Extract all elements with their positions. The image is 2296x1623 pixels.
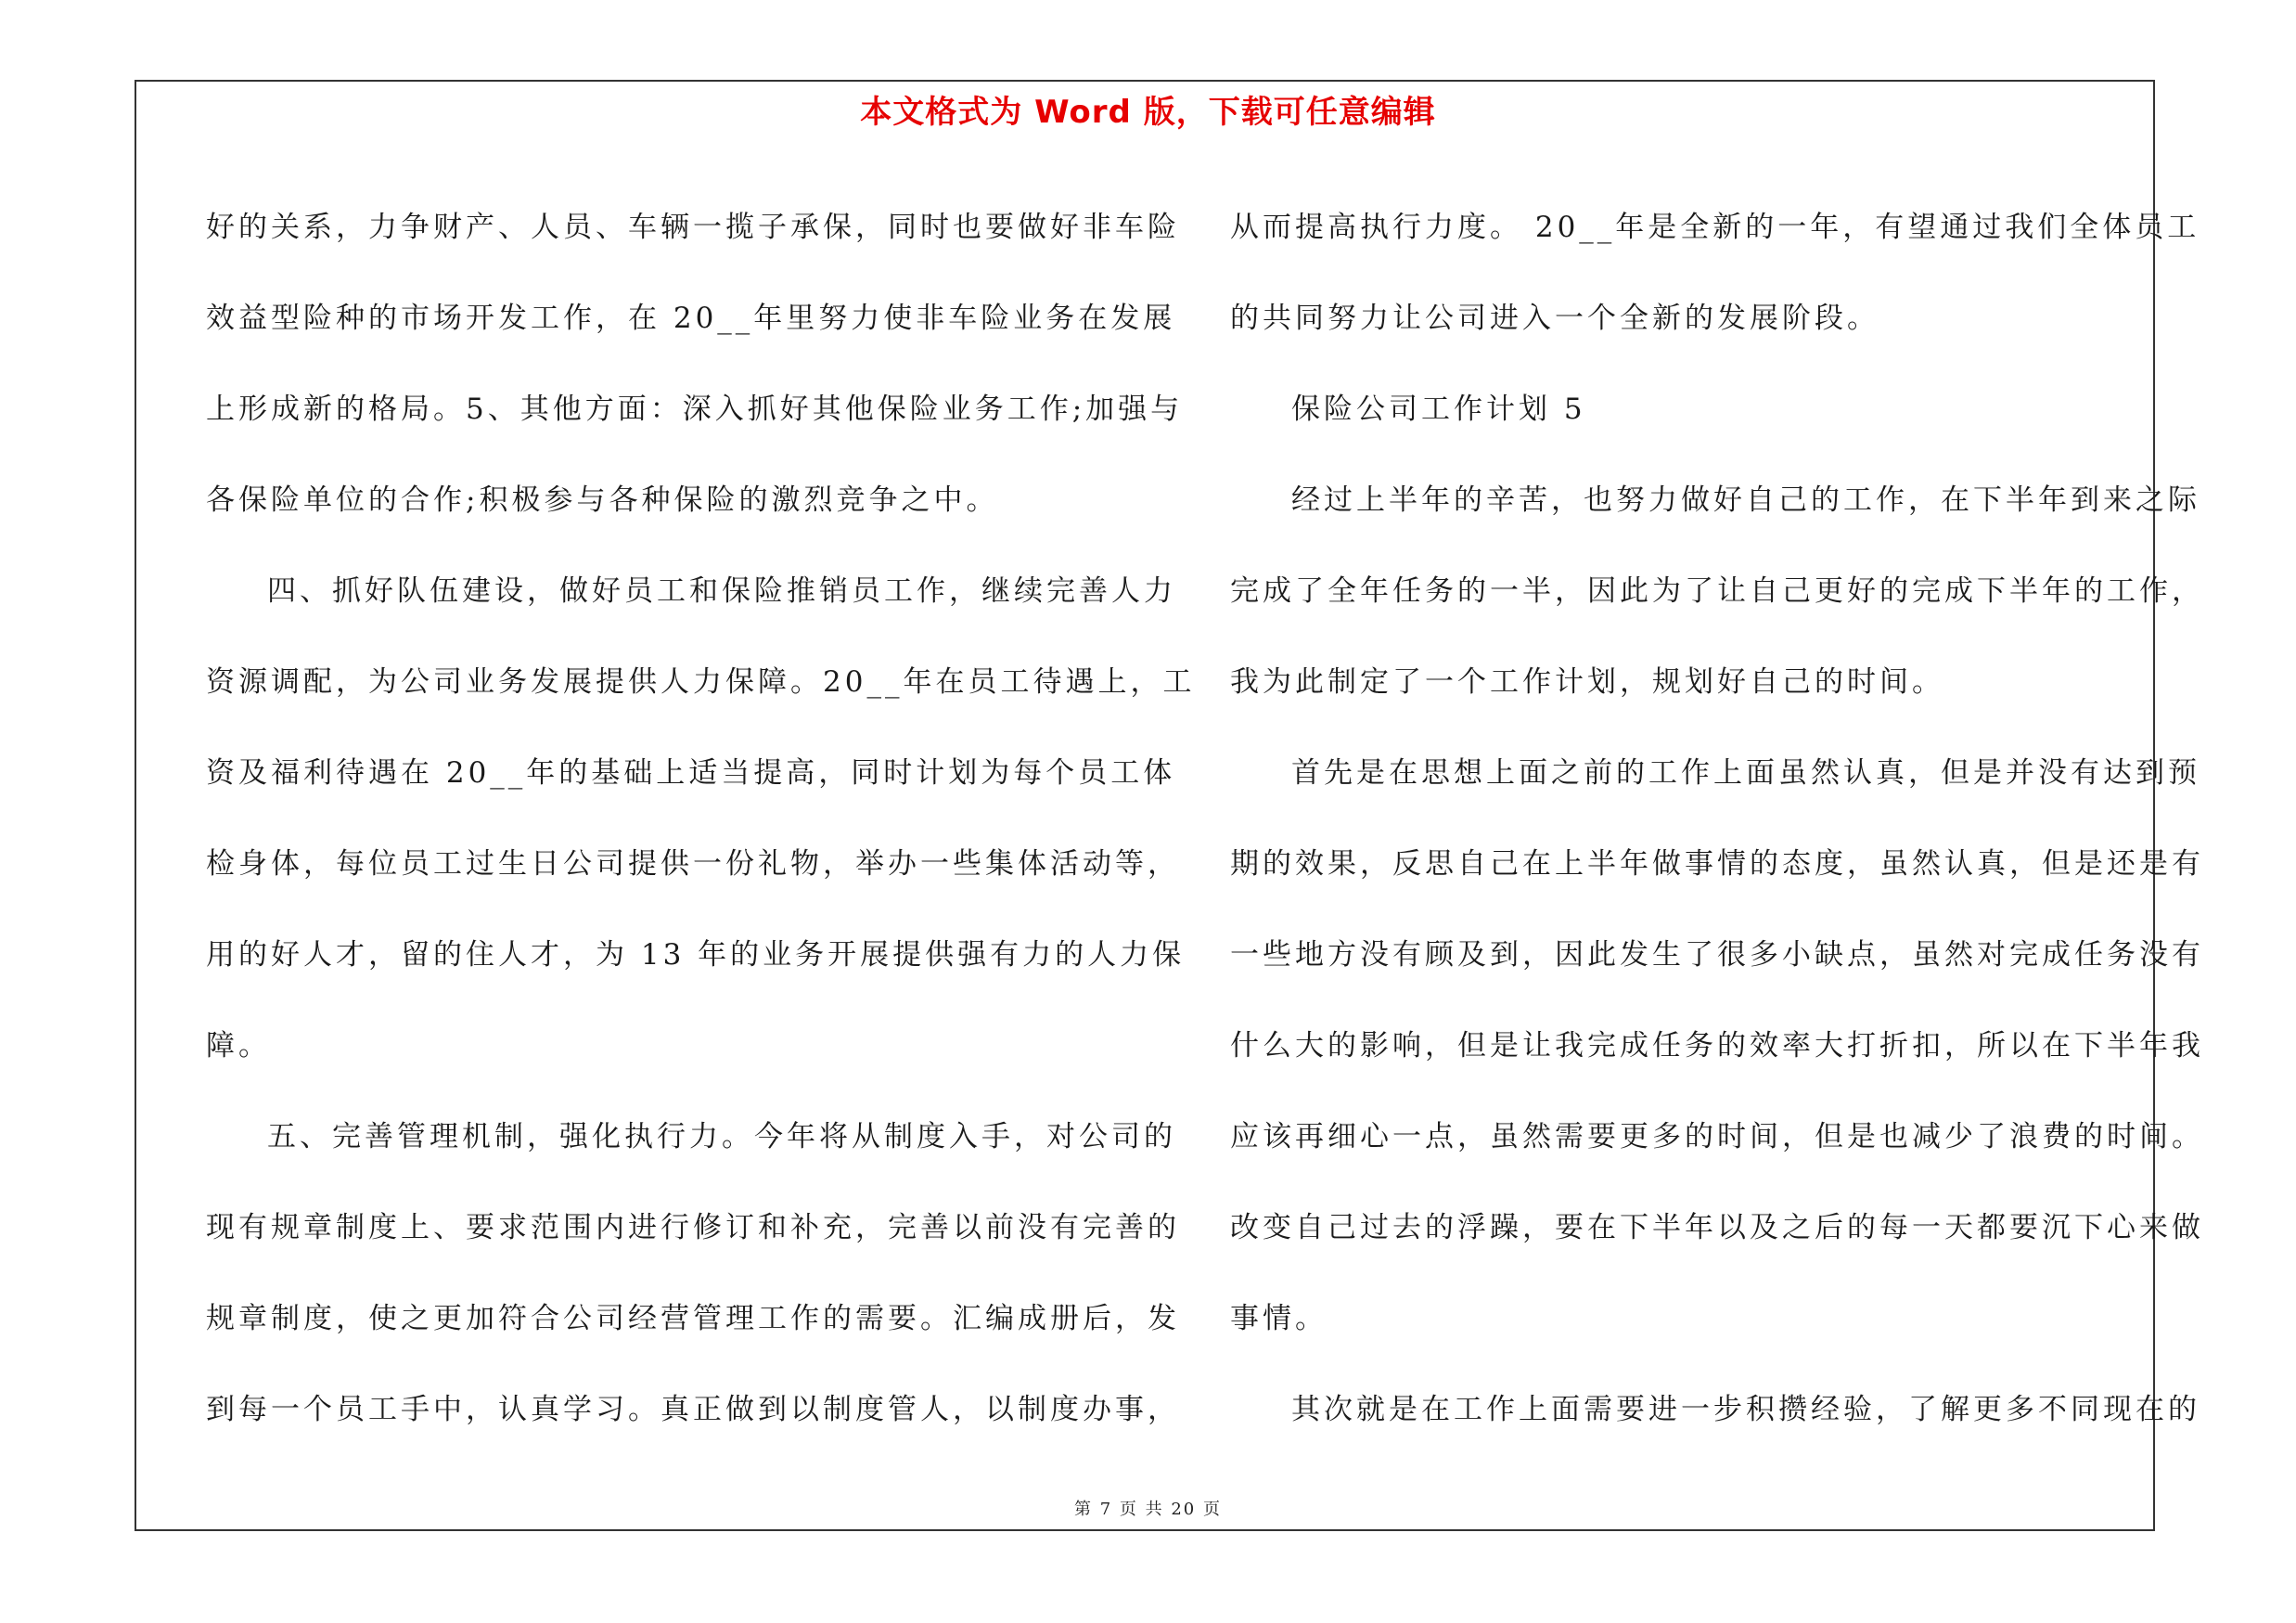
text-line: 我为此制定了一个工作计划，规划好自己的时间。 <box>1230 665 1944 699</box>
text-line: 上形成新的格局。5、其他方面：深入抓好其他保险业务工作;加强与 <box>206 393 1184 426</box>
text-line: 从而提高执行力度。 20__年是全新的一年，有望通过我们全体员工 <box>1230 211 2200 244</box>
text-line: 规章制度，使之更加符合公司经营管理工作的需要。汇编成册后，发 <box>206 1302 1180 1335</box>
right-text-column <box>1230 182 2204 1455</box>
text-line: 其次就是在工作上面需要进一步积攒经验，了解更多不同现在的 <box>1291 1393 2200 1426</box>
text-line: 现有规章制度上、要求范围内进行修订和补充，完善以前没有完善的 <box>206 1211 1180 1244</box>
text-line: 期的效果，反思自己在上半年做事情的态度，虽然认真，但是还是有 <box>1230 847 2204 881</box>
text-line: 的共同努力让公司进入一个全新的发展阶段。 <box>1230 302 1879 335</box>
text-line: 用的好人才，留的住人才，为 13 年的业务开展提供强有力的人力保 <box>206 938 1186 972</box>
word-format-banner: 本文格式为 Word 版，下载可任意编辑 <box>860 94 1436 131</box>
text-line: 首先是在思想上面之前的工作上面虽然认真，但是并没有达到预 <box>1291 756 2200 790</box>
text-line: 经过上半年的辛苦，也努力做好自己的工作，在下半年到来之际 <box>1291 483 2200 517</box>
text-line: 一些地方没有顾及到，因此发生了很多小缺点，虽然对完成任务没有 <box>1230 938 2204 972</box>
left-text-column <box>206 182 1196 1455</box>
page-number: 第 7 页 共 20 页 <box>1074 1500 1222 1519</box>
text-line: 保险公司工作计划 5 <box>1291 393 1586 426</box>
text-line: 障。 <box>206 1029 271 1063</box>
text-line: 应该再细心一点，虽然需要更多的时间，但是也减少了浪费的时间。 <box>1230 1120 2204 1153</box>
text-line: 效益型险种的市场开发工作，在 20__年里努力使非车险业务在发展 <box>206 302 1176 335</box>
text-line: 资及福利待遇在 20__年的基础上适当提高，同时计划为每个员工体 <box>206 756 1176 790</box>
text-line: 五、完善管理机制，强化执行力。今年将从制度入手，对公司的 <box>267 1120 1176 1153</box>
text-line: 四、抓好队伍建设，做好员工和保险推销员工作，继续完善人力 <box>267 574 1176 608</box>
text-line: 完成了全年任务的一半，因此为了让自己更好的完成下半年的工作， <box>1230 574 2204 608</box>
text-line: 什么大的影响，但是让我完成任务的效率大打折扣，所以在下半年我 <box>1230 1029 2204 1063</box>
text-line: 好的关系，力争财产、人员、车辆一揽子承保，同时也要做好非车险 <box>206 211 1180 244</box>
text-line: 各保险单位的合作;积极参与各种保险的激烈竞争之中。 <box>206 483 999 517</box>
text-line: 检身体，每位员工过生日公司提供一份礼物，举办一些集体活动等， <box>206 847 1180 881</box>
text-line: 改变自己过去的浮躁，要在下半年以及之后的每一天都要沉下心来做 <box>1230 1211 2204 1244</box>
text-line: 到每一个员工手中，认真学习。真正做到以制度管人，以制度办事， <box>206 1393 1180 1426</box>
text-line: 事情。 <box>1230 1302 1328 1335</box>
text-line: 资源调配，为公司业务发展提供人力保障。20__年在员工待遇上，工 <box>206 665 1196 699</box>
